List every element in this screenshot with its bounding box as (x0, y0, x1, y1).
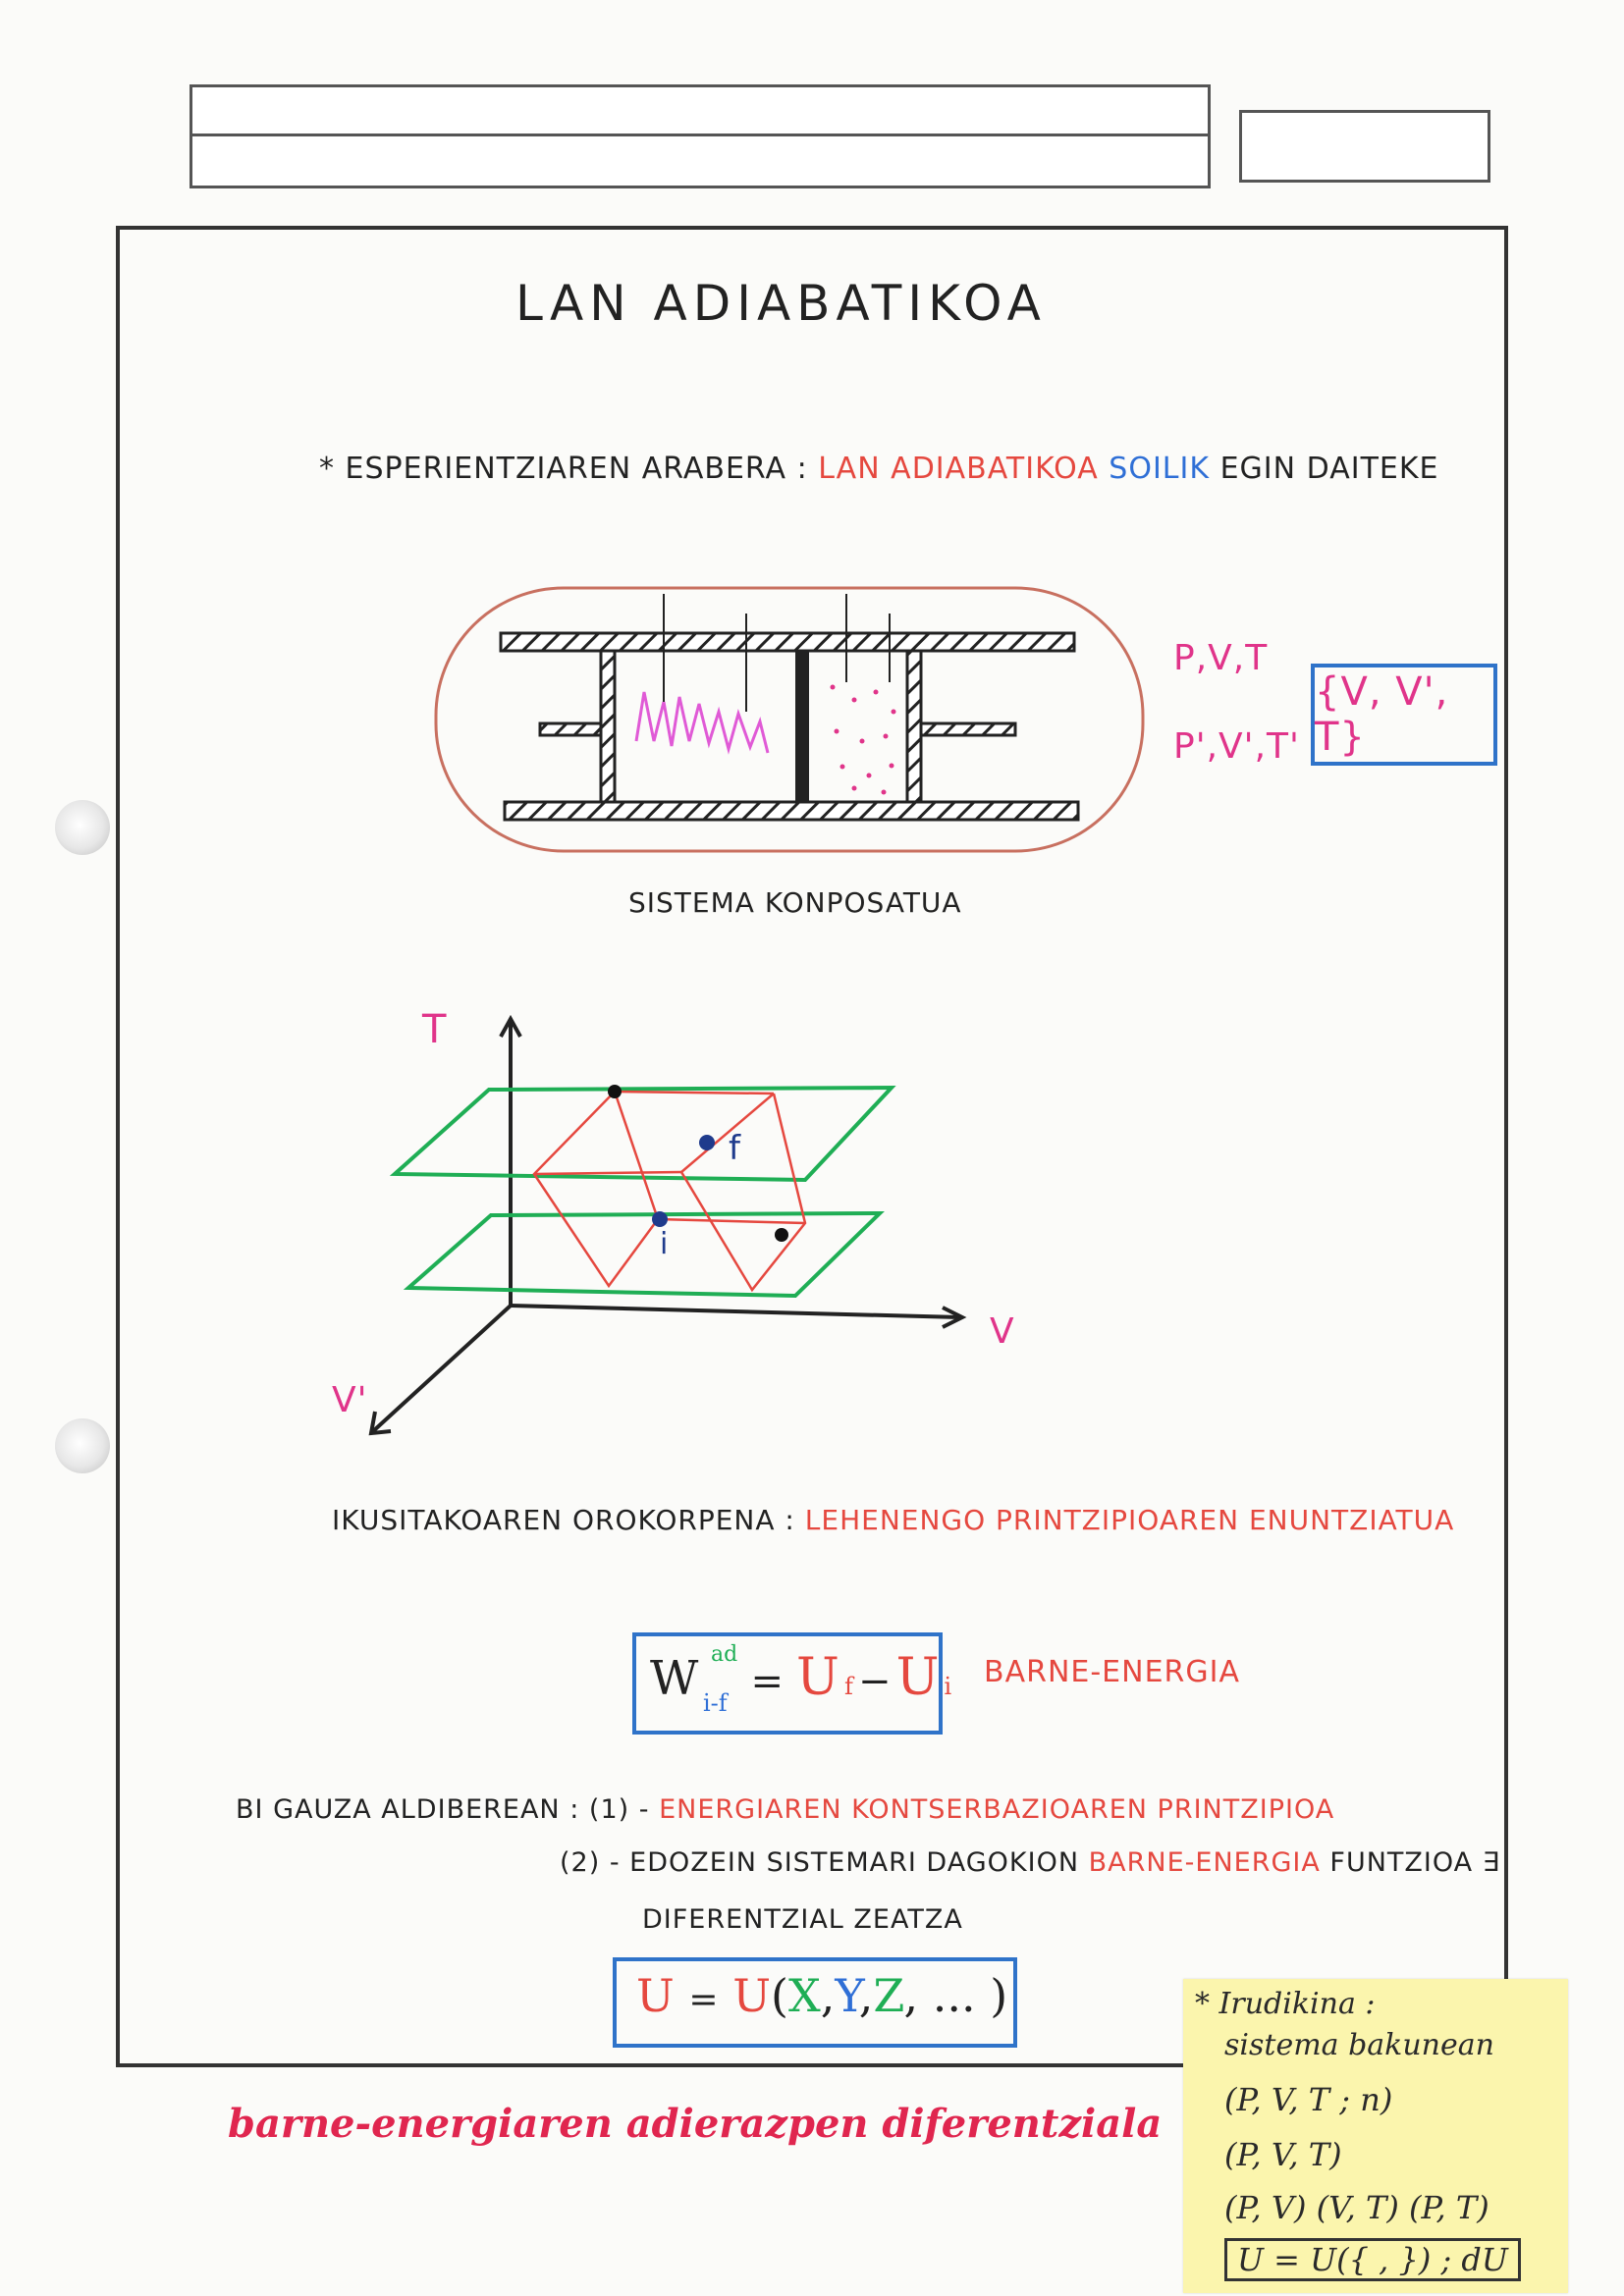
equation-work (650, 1642, 952, 1717)
eq2-z: Z (873, 1969, 904, 2022)
sticky-line-5: (P, V) (V, T) (P, T) (1224, 2189, 1489, 2226)
experience-line (319, 452, 1438, 486)
sticky-line-4: (P, V, T) (1224, 2136, 1342, 2173)
internal-energy-label: BARNE-ENERGIA (984, 1655, 1240, 1689)
two-things-lead: BI GAUZA ALDIBEREAN : (236, 1794, 580, 1825)
pvt-diagram (324, 1011, 1031, 1443)
two-things-line3: DIFERENTZIAL ZEATZA (642, 1904, 963, 1935)
eq-minus: − (857, 1659, 892, 1704)
axis-vp-label: V' (332, 1380, 368, 1420)
path-a (534, 1092, 658, 1286)
eq-equals: = (750, 1659, 784, 1704)
plane-upper (395, 1088, 892, 1180)
experience-lead: ESPERIENTZIAREN ARABERA : (345, 452, 808, 486)
item1-red: ENERGIAREN KONTSERBAZIOAREN PRINTZIPIOA (659, 1794, 1335, 1825)
point-i-label: i (660, 1227, 670, 1261)
two-things-line2 (560, 1847, 1500, 1878)
eq-ui-sub: i (944, 1673, 952, 1700)
item2-num: (2) - (560, 1847, 621, 1878)
item2-rest: FUNTZIOA ∃ (1329, 1847, 1500, 1878)
eq2-x: X (787, 1969, 821, 2022)
eq-w-sup: ad (711, 1642, 738, 1667)
system-caption: SISTEMA KONPOSATUA (628, 886, 962, 919)
sticky-line-6: U = U({ , }) ; dU (1224, 2238, 1521, 2281)
axis-vp-line (373, 1306, 511, 1431)
point-top (608, 1085, 622, 1098)
wall-bottom (505, 802, 1078, 820)
sticky-line-2: sistema bakunean (1224, 2028, 1494, 2062)
equation-energy-box (613, 1957, 1017, 2048)
state-2-label: P',V',T' (1173, 726, 1300, 767)
sticky-line-1: * Irudikina : (1195, 1987, 1376, 2021)
state-1-label: P,V,T (1173, 638, 1269, 678)
eq2-c1: , (820, 1969, 836, 2022)
axis-t-label: T (422, 1007, 448, 1052)
point-f-dot (699, 1135, 715, 1150)
generalization-line (332, 1504, 1454, 1536)
eq2-y: Y (835, 1969, 859, 2022)
wall-right (907, 651, 921, 802)
dots-right (831, 685, 896, 795)
eq2-rest: , ... ) (903, 1969, 1008, 2022)
two-things-line1 (236, 1794, 1334, 1825)
wall-top (501, 633, 1074, 651)
page-title: LAN ADIABATIKOA (515, 275, 1047, 332)
wave-left (636, 692, 768, 753)
point-right (775, 1228, 788, 1242)
sticky-note (1183, 1979, 1568, 2293)
eq2-u: U (636, 1969, 675, 2022)
eq2-u2: U (732, 1969, 771, 2022)
arm-left (540, 723, 601, 735)
item1-num: (1) - (588, 1794, 650, 1825)
bullet-star: * (319, 452, 335, 486)
eq2-equals: = (688, 1980, 719, 2020)
path-b (681, 1094, 805, 1290)
item2-red: BARNE-ENERGIA (1088, 1847, 1321, 1878)
header-field-top (189, 84, 1211, 137)
equation-work-box (632, 1632, 952, 1735)
header-field-right (1239, 110, 1490, 183)
eq-uf: U (796, 1648, 839, 1707)
eq-uf-sub: f (843, 1673, 853, 1700)
state-set: {V, V', T} (1315, 669, 1449, 760)
state-set-box (1311, 664, 1497, 766)
item2-lead: EDOZEIN SISTEMARI DAGOKION (629, 1847, 1080, 1878)
eq-w-sub: i-f (703, 1689, 728, 1717)
experience-red: LAN ADIABATIKOA (818, 452, 1099, 486)
composite-system-drawing (422, 574, 1168, 869)
axis-v-label: V (990, 1311, 1015, 1352)
arm-right (921, 723, 1015, 735)
punch-hole-upper (55, 800, 110, 855)
punch-hole-lower (55, 1418, 110, 1473)
eq2-c2: , (858, 1969, 874, 2022)
point-i-dot (652, 1211, 668, 1227)
point-f-label: f (729, 1129, 741, 1168)
eq-w: W (650, 1651, 699, 1706)
sticky-line-3: (P, V, T ; n) (1224, 2081, 1393, 2118)
partition (795, 651, 809, 802)
generalization-lead: IKUSITAKOAREN OROKORPENA : (332, 1504, 795, 1536)
footer-note: barne-energiaren adierazpen diferentziala (228, 2101, 1163, 2147)
eq2-open: ( (770, 1969, 788, 2022)
equation-energy (636, 1969, 1007, 2022)
wall-left (601, 651, 615, 802)
header-field-bottom (189, 133, 1211, 188)
experience-blue: SOILIK (1109, 452, 1211, 486)
axis-v-line (511, 1306, 960, 1317)
eq-ui: U (895, 1648, 940, 1707)
experience-rest: EGIN DAITEKE (1219, 452, 1439, 486)
plane-lower (408, 1213, 880, 1296)
generalization-red: LEHENENGO PRINTZIPIOAREN ENUNTZIATUA (804, 1504, 1455, 1536)
